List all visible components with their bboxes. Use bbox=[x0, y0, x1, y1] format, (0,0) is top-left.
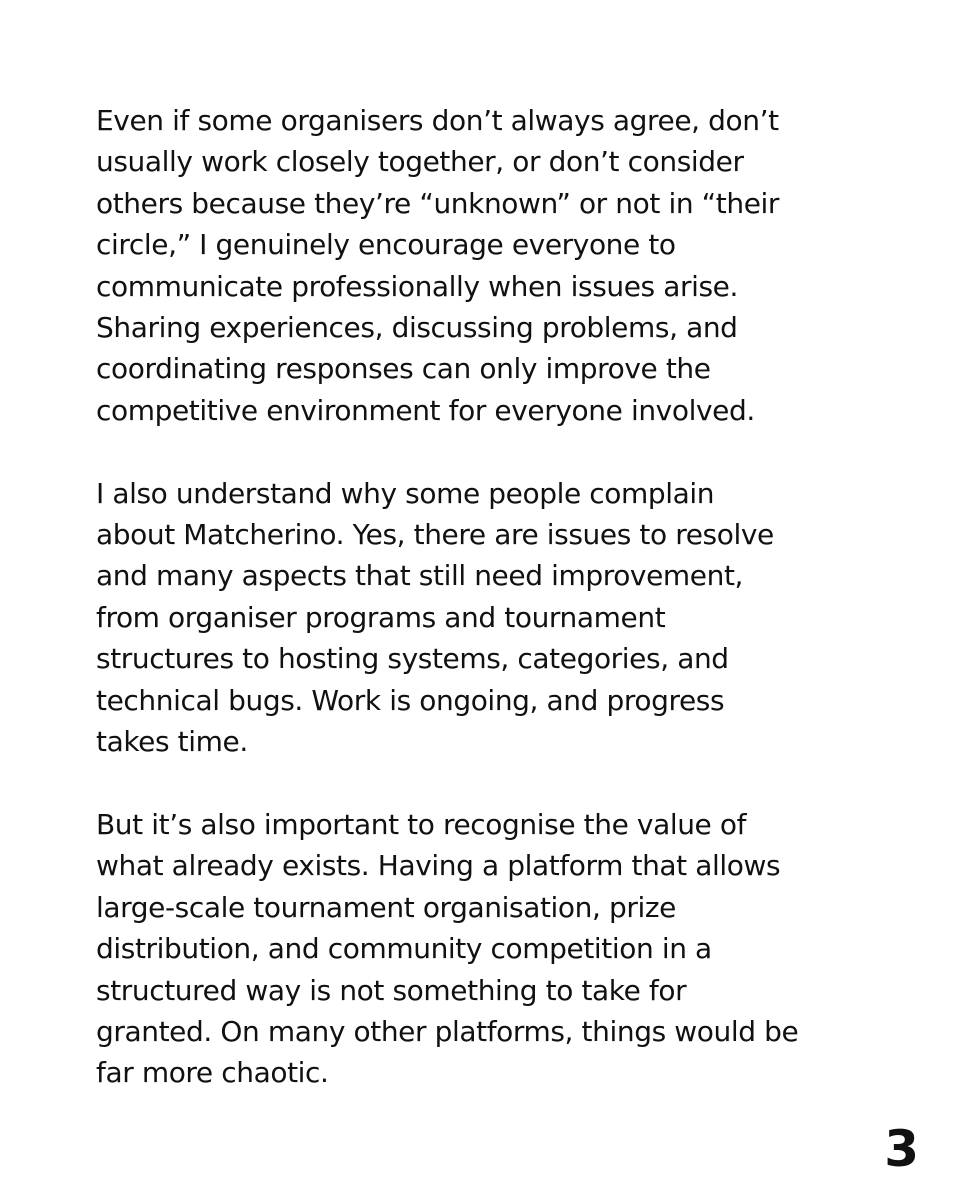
paragraph-organisers: Even if some organisers don’t always agree, don’t usually work closely together, or don’t consider others because they’re “unknown” or not in “their circle,” I genuinely encourage everyone to communicate professionally when issues arise. Sharing experiences, discussing problems, and coordinating responses can only improve the competitive environment for everyone involved. bbox=[96, 104, 780, 427]
page-number: 3 bbox=[884, 1120, 919, 1178]
paragraph-matcherino-issues: I also understand why some people complain about Matcherino. Yes, there are issues to resolve and many aspects that still need improvement, from organiser programs and tournament structures to hosting systems, categories, and technical bugs. Work is ongoing, and progress takes time. bbox=[96, 476, 774, 759]
body-text bbox=[96, 100, 876, 1094]
paragraph-platform-value: But it’s also important to recognise the value of what already exists. Having a platform that allows large-scale tournament organisation, prize distribution, and community competition in a structured way is not something to take for granted. On many other platforms, things would be far more chaotic. bbox=[96, 807, 799, 1090]
